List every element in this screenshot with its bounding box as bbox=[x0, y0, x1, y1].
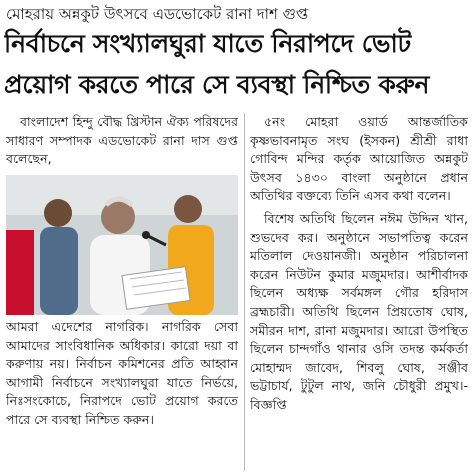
right-paragraph-2: বিশেষ অতিথি ছিলেন নঈম উদ্দিন খান, শুভদেব কর। অনুষ্ঠানে সভাপতিত্ব করেন মতিলাল দেওয়ানজী। অনুষ্ঠান পরিচালনা করেন নিউটন কুমার মজুমদার। আশীর্বাদক ছিলেন অধ্যক্ষ সর্বমঙ্গল গৌর হরিদাস ব্রহ্মচারী। অতিথি ছিলেন প্রিয়তোষ ঘোষ, সমীরন দাশ, রানা মজুমদার। আরো উপস্থিত ছিলেন চান্দগাঁও থানার ওসি তদন্ত কর্মকর্তা মোহাম্মদ জাবেদ, শিবলু ঘোষ, সঞ্জীব ভট্টাচার্য, টুটুল নাথ, জনি চৌধুরী প্রমুখ।-বিজ্ঞপ্তি bbox=[250, 210, 468, 412]
article-kicker: মোহরায় অন্নকুট উৎসবে এডভোকেট রানা দাশ গুপ্ত bbox=[6, 5, 309, 23]
left-intro-paragraph: বাংলাদেশ হিন্দু বৌদ্ধ খ্রিস্টান ঐক্য পরিষদের সাধারণ সম্পাদক এডভোকেট রানা দাস গুপ্ত বলেছেন, bbox=[6, 114, 238, 167]
event-photo bbox=[6, 175, 238, 315]
red-banner-shape bbox=[6, 230, 34, 315]
headline-line-1: নির্বাচনে সংখ্যালঘুরা যাতে নিরাপদে ভোট bbox=[4, 29, 411, 58]
left-column-intro bbox=[6, 113, 238, 171]
headline-line-2: প্রয়োগ করতে পারে সে ব্যবস্থা নিশ্চিত করুন bbox=[4, 70, 430, 99]
right-column bbox=[250, 113, 468, 474]
event-photo-illustration bbox=[6, 175, 238, 315]
column-divider bbox=[244, 113, 245, 471]
left-body-paragraph: আমরা এদেশের নাগরিক। নাগরিক সেবা আমাদের সাংবিধানিক অধিকার। কারো দয়া বা করুণায় নয়। নির্বাচন কমিশনের প্রতি আহ্বান আগামী নির্বাচনে সংখ্যালঘুরা যাতে নির্ভয়ে, নিঃসংকোচে, নিরাপদে ভোট প্রয়োগ করতে পারে সে ব্যবস্থা নিশ্চিত করুন। bbox=[6, 319, 238, 427]
right-paragraph-1: ৫নং মোহরা ওয়ার্ড আন্তর্জাতিক কৃষ্ণভাবনামৃত সংঘ (ইসকন) শ্রীশ্রী রাধা গোবিন্দ মন্দির কর্তৃক আয়োজিত অন্নকুট উৎসব ১৪৩০ বাংলা অনুষ্ঠানে প্রধান অতিথির বক্তব্যে তিনি এসব কথা বলেন। bbox=[250, 114, 468, 204]
left-column-body bbox=[6, 318, 238, 474]
